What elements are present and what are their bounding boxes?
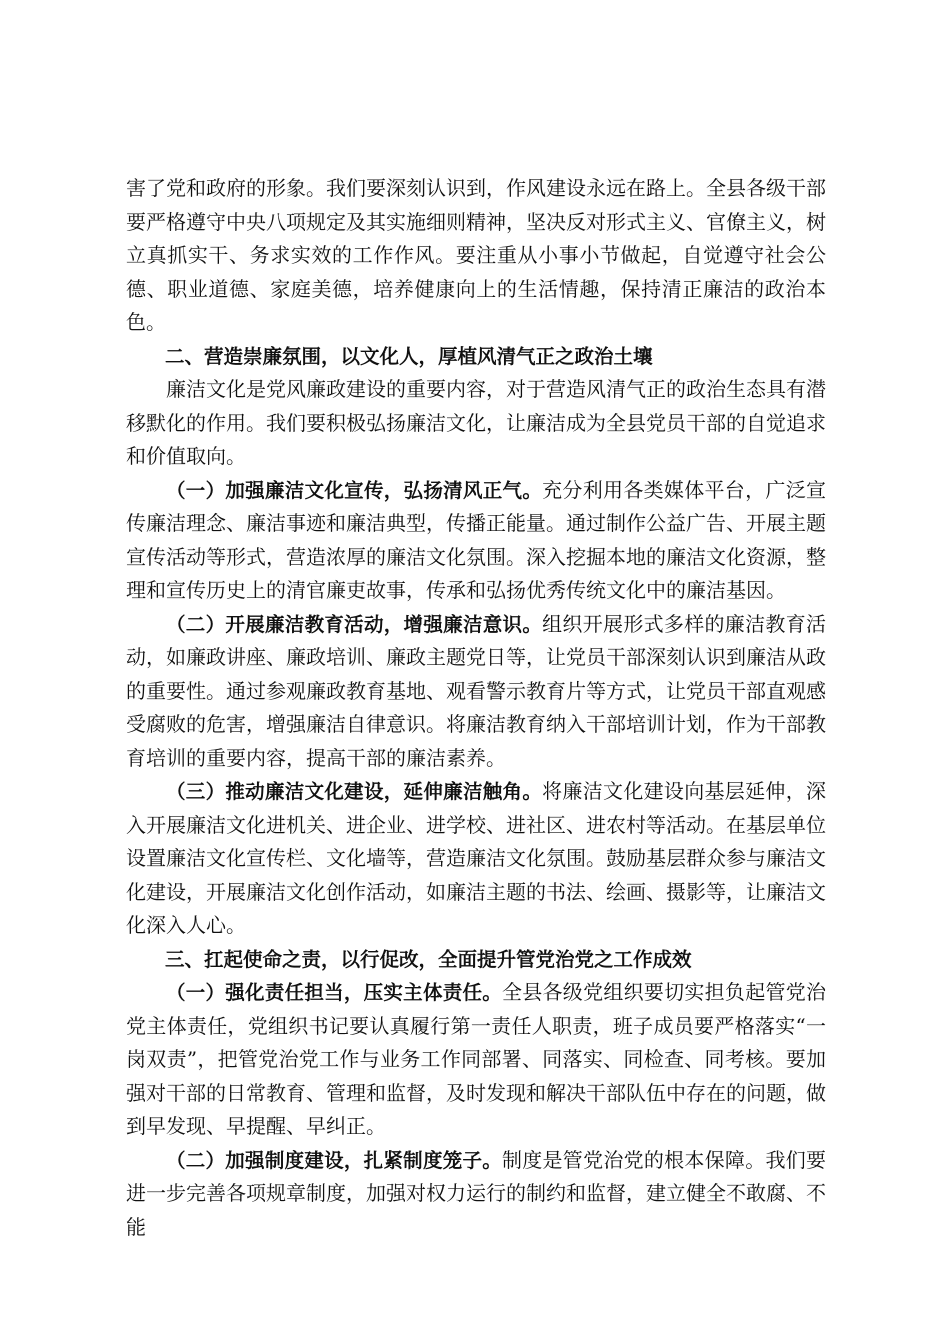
paragraph-lead: （二）开展廉洁教育活动，增强廉洁意识。 bbox=[166, 612, 543, 636]
paragraph-text: 害了党和政府的形象。我们要深刻认识到，作风建设永远在路上。全县各级干部要严格遵守中央八项规定及其实施细则精神，坚决反对形式主义、官僚主义，树立真抓实干、务求实效的工作作风。要注重从小事小节做起，自觉遵守社会公德、职业道德、家庭美德，培养健康向上的生活情趣，保持清正廉洁的政治本色。 bbox=[126, 176, 826, 334]
paragraph-text: 廉洁文化是党风廉政建设的重要内容，对于营造风清气正的政治生态具有潜移默化的作用。我们要积极弘扬廉洁文化，让廉洁成为全县党员干部的自觉追求和价值取向。 bbox=[126, 377, 826, 468]
document-page bbox=[126, 172, 826, 1244]
paragraph-lead: （一）加强廉洁文化宣传，弘扬清风正气。 bbox=[166, 478, 543, 502]
paragraph-text: 组织开展形式多样的廉洁教育活动，如廉政讲座、廉政培训、廉政主题党日等，让党员干部深刻认识到廉洁从政的重要性。通过参观廉政教育基地、观看警示教育片等方式，让党员干部直观感受腐败的危害，增强廉洁自律意识。将廉洁教育纳入干部培训计划，作为干部教育培训的重要内容，提高干部的廉洁素养。 bbox=[126, 611, 826, 770]
paragraph-text: 将廉洁文化建设向基层延伸，深入开展廉洁文化进机关、进企业、进学校、进社区、进农村等活动。在基层单位设置廉洁文化宣传栏、文化墙等，营造廉洁文化氛围。鼓励基层群众参与廉洁文化建设，开展廉洁文化创作活动，如廉洁主题的书法、绘画、摄影等，让廉洁文化深入人心。 bbox=[126, 779, 826, 937]
section-heading-2: 二、营造崇廉氛围，以文化人，厚植风清气正之政治土壤 bbox=[165, 344, 653, 368]
paragraph-continuation bbox=[126, 172, 826, 340]
section-heading-3: 三、扛起使命之责，以行促改，全面提升管党治党之工作成效 bbox=[165, 947, 692, 971]
paragraph-item-2-3 bbox=[126, 775, 826, 943]
paragraph-text: 制度是管党治党的根本保障。我们要进一步完善各项规章制度，加强对权力运行的制约和监督，建立健全不敢腐、不能 bbox=[126, 1147, 826, 1239]
paragraph-item-2-2 bbox=[126, 608, 826, 776]
paragraph-text: 全县各级党组织要切实担负起管党治党主体责任，党组织书记要认真履行第一责任人职责，班子成员要严格落实“一岗双责”，把管党治党工作与业务工作同部署、同落实、同检查、同考核。要加强对干部的日常教育、管理和监督，及时发现和解决干部队伍中存在的问题，做到早发现、早提醒、早纠正。 bbox=[126, 980, 826, 1138]
paragraph-item-2-1 bbox=[126, 474, 826, 608]
paragraph-lead: （三）推动廉洁文化建设，延伸廉洁触角。 bbox=[166, 780, 543, 803]
paragraph-lead: （二）加强制度建设，扎紧制度笼子。 bbox=[166, 1148, 503, 1172]
paragraph-lead: （一）强化责任担当，压实主体责任。 bbox=[166, 981, 503, 1004]
paragraph-text: 充分利用各类媒体平台，广泛宣传廉洁理念、廉洁事迹和廉洁典型，传播正能量。通过制作公益广告、开展主题宣传活动等形式，营造浓厚的廉洁文化氛围。深入挖掘本地的廉洁文化资源，整理和宣传历史上的清官廉吏故事，传承和弘扬优秀传统文化中的廉洁基因。 bbox=[126, 477, 826, 602]
paragraph-intro bbox=[126, 373, 826, 474]
paragraph-item-3-2 bbox=[126, 1144, 826, 1245]
paragraph-item-3-1 bbox=[126, 976, 826, 1144]
